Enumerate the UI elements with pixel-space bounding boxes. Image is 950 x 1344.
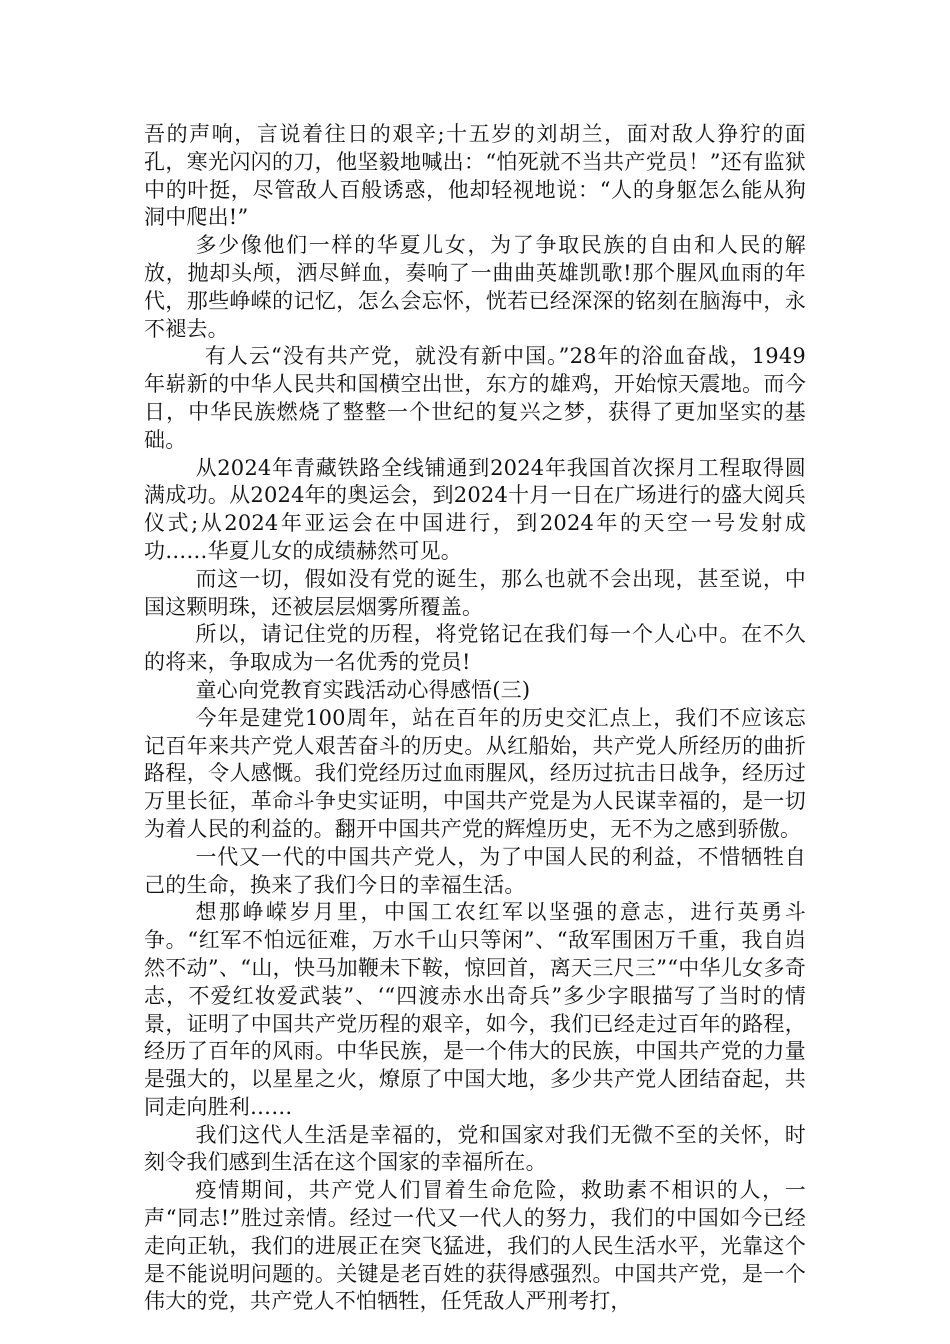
- paragraph: 我们这代人生活是幸福的，党和国家对我们无微不至的关怀，时刻令我们感到生活在这个国家的幸福所在。: [144, 1122, 806, 1175]
- paragraph: 今年是建党100周年，站在百年的历史交汇点上，我们不应该忘记百年来共产党人艰苦奋斗的历史。从红船始，共产党人所经历的曲折路程，令人感慨。我们党经历过血雨腥风，经历过抗击日战争，经历过万里长征，革命斗争史实证明，中国共产党是为人民谋幸福的，是一切为着人民的利益的。翻开中国共产党的辉煌历史，无不为之感到骄傲。: [144, 705, 806, 841]
- paragraph: 所以，请记住党的历程，将党铭记在我们每一个人心中。在不久的将来，争取成为一名优秀的党员!: [144, 622, 806, 675]
- paragraph: 从2024年青藏铁路全线铺通到2024年我国首次探月工程取得圆满成功。从2024年的奥运会，到2024十月一日在广场进行的盛大阅兵仪式;从2024年亚运会在中国进行，到2024年的天空一号发射成功……华夏儿女的成绩赫然可见。: [144, 455, 806, 563]
- paragraph: 疫情期间，共产党人们冒着生命危险，救助素不相识的人，一声“同志!”胜过亲情。经过一代又一代人的努力，我们的中国如今已经走向正轨，我们的进展正在突飞猛进，我们的人民生活水平，光靠这个是不能说明问题的。关键是老百姓的获得感强烈。中国共产党，是一个伟大的党，共产党人不怕牺牲，任凭敌人严刑考打，: [144, 1178, 806, 1314]
- paragraph: 而这一切，假如没有党的诞生，那么也就不会出现，甚至说，中国这颗明珠，还被层层烟雾所覆盖。: [144, 566, 806, 619]
- paragraph: 想那峥嵘岁月里，中国工农红军以坚强的意志，进行英勇斗争。“红军不怕远征难，万水千山只等闲”、“敌军围困万千重，我自岿然不动”、“山，快马加鞭未下鞍，惊回首，离天三尺三”“中华儿女多奇志，不爱红妆爱武装”、‘“四渡赤水出奇兵”多少字眼描写了当时的情景，证明了中国共产党历程的艰辛，如今，我们已经走过百年的路程，经历了百年的风雨。中华民族，是一个伟大的民族，中国共产党的力量是强大的，以星星之火，燎原了中国大地，多少共产党人团结奋起，共同走向胜利……: [144, 900, 806, 1119]
- paragraph: 一代又一代的中国共产党人，为了中国人民的利益，不惜牺牲自己的生命，换来了我们今日的幸福生活。: [144, 844, 806, 897]
- paragraph: 多少像他们一样的华夏儿女，为了争取民族的自由和人民的解放，抛却头颅，洒尽鲜血，奏响了一曲曲英雄凯歌!那个腥风血雨的年代，那些峥嵘的记忆，怎么会忘怀，恍若已经深深的铭刻在脑海中，永不褪去。: [144, 233, 806, 341]
- paragraph-continuation: 吾的声响，言说着往日的艰辛;十五岁的刘胡兰，面对敌人狰狞的面孔，寒光闪闪的刀，他坚毅地喊出：“怕死就不当共产党员！”还有监狱中的叶挺，尽管敌人百般诱惑，他却轻视地说：“人的身躯怎么能从狗洞中爬出!”: [144, 122, 806, 230]
- section-heading: 童心向党教育实践活动心得感悟(三): [195, 677, 531, 702]
- document-body: [144, 121, 806, 1316]
- paragraph: 有人云“没有共产党，就没有新中国。”28年的浴血奋战，1949年崭新的中华人民共和国横空出世，东方的雄鸡，开始惊天震地。而今日，中华民族燃烧了整整一个世纪的复兴之梦，获得了更加坚实的基础。: [144, 344, 806, 452]
